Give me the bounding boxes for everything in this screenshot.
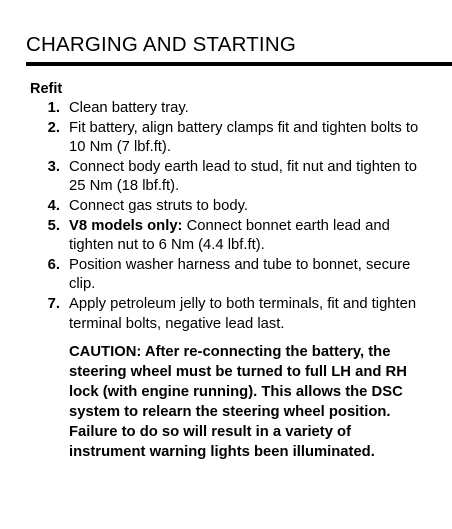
title-rule bbox=[26, 62, 452, 66]
step-number: 7. bbox=[47, 295, 60, 312]
procedure-step bbox=[30, 99, 430, 119]
step-text: Apply petroleum jelly to both terminals, fit and tighten terminal bolts, negative lead last. bbox=[69, 295, 417, 332]
step-text: Connect bonnet earth lead and tighten nut to 6 Nm (4.4 lbf.ft). bbox=[69, 217, 390, 254]
step-text: Connect gas struts to body. bbox=[69, 197, 249, 214]
step-number: 5. bbox=[47, 217, 60, 234]
step-text: Position washer harness and tube to bonnet, secure clip. bbox=[69, 256, 411, 293]
procedure-step bbox=[30, 256, 430, 295]
section-heading: Refit bbox=[30, 81, 63, 97]
procedure-steps bbox=[30, 99, 430, 334]
step-number: 3. bbox=[47, 158, 60, 175]
procedure-step bbox=[30, 158, 430, 197]
step-number: 6. bbox=[47, 256, 60, 273]
step-number: 2. bbox=[47, 119, 60, 136]
procedure-step bbox=[30, 217, 430, 256]
procedure-step bbox=[30, 295, 430, 334]
procedure-step bbox=[30, 119, 430, 158]
step-number: 4. bbox=[47, 197, 60, 214]
page-title: CHARGING AND STARTING bbox=[26, 33, 296, 56]
step-number: 1. bbox=[47, 100, 60, 116]
step-text: Connect body earth lead to stud, fit nut and tighten to 25 Nm (18 lbf.ft). bbox=[69, 158, 417, 195]
step-text: Clean battery tray. bbox=[69, 100, 189, 116]
step-lead: V8 models only: bbox=[69, 217, 183, 234]
procedure-step bbox=[30, 197, 430, 217]
caution-note: CAUTION: After re-connecting the battery, the steering wheel must be turned to full LH and RH lock (with engine running). This allows the DSC system to relearn the steering wheel position. Failure to do so will result in a variety of instrument warning lights been illuminated. bbox=[69, 344, 407, 461]
step-text: Fit battery, align battery clamps fit and tighten bolts to 10 Nm (7 lbf.ft). bbox=[69, 119, 419, 156]
